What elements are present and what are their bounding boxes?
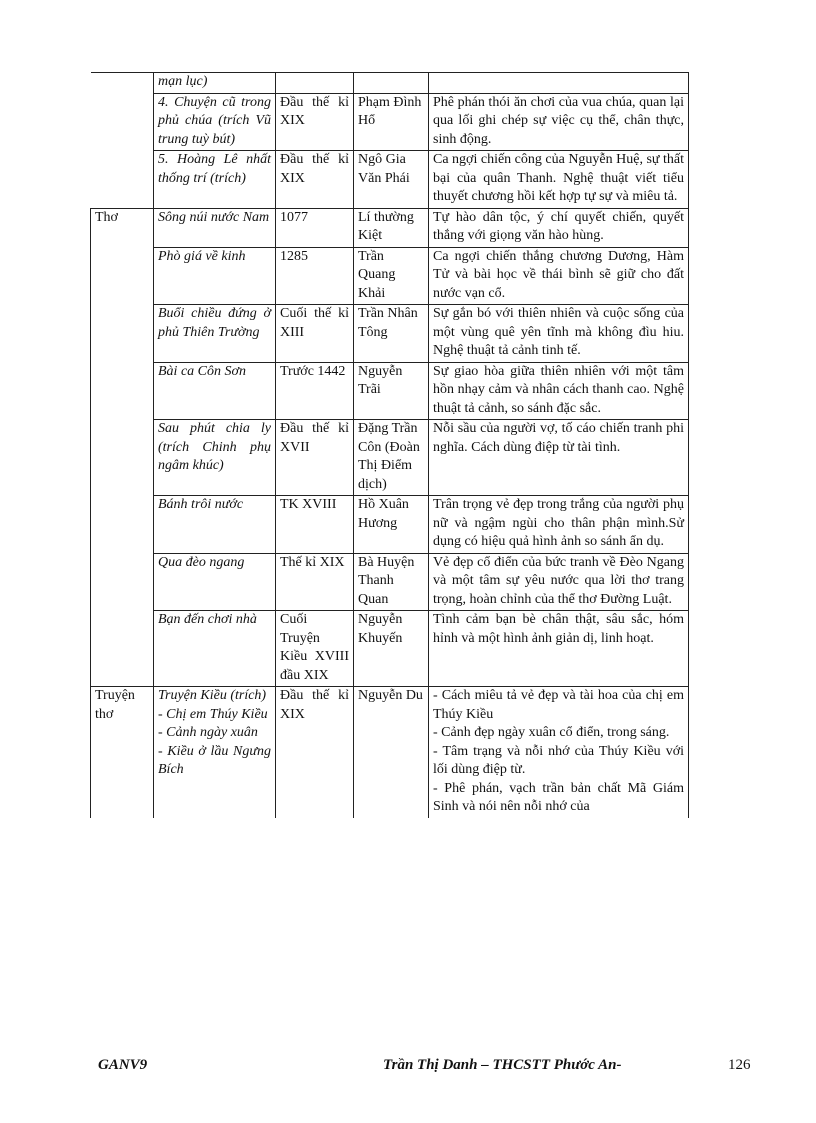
year-cell [276, 496, 354, 554]
table-row [91, 208, 689, 247]
author-line: Phạm Đình Hổ [358, 94, 422, 128]
year-line: Đầu thế kỉ XIX [280, 152, 349, 186]
content-cell [429, 93, 689, 151]
author-cell [354, 151, 429, 209]
year-cell [276, 420, 354, 496]
author-line: Đặng Trần Côn (Đoàn Thị Điểm dịch) [358, 421, 420, 492]
year-cell [276, 687, 354, 818]
work-title-line: - Chị em Thúy Kiều [158, 706, 268, 722]
table-row [91, 247, 689, 305]
content-cell [429, 362, 689, 420]
work-title-line: - Kiều ở lầu Ngưng Bích [158, 743, 271, 777]
content-cell [429, 208, 689, 247]
work-title-cell [154, 420, 276, 496]
table-row [91, 611, 689, 687]
genre-cell [91, 73, 154, 94]
author-cell [354, 553, 429, 611]
content-cell [429, 247, 689, 305]
work-title-cell [154, 73, 276, 94]
content-line: - Cảnh đẹp ngày xuân cổ điển, trong sáng. [433, 725, 670, 740]
year-cell [276, 73, 354, 94]
table-row [91, 305, 689, 363]
content-line: Trân trọng vẻ đẹp trong trắng của người phụ nữ và ngậm ngùi cho thân phận mình.Sử dụng có hiệu quả hình ảnh so sánh ẩn dụ. [433, 497, 684, 549]
table-row [91, 553, 689, 611]
literature-table-body [91, 73, 689, 818]
work-title-line: Truyện Kiều (trích) [158, 688, 267, 703]
year-line: 1077 [280, 209, 308, 225]
year-line: Đầu thế kỉ XIX [280, 688, 349, 722]
year-line: Thế kỉ XIX [280, 554, 345, 570]
work-title-cell [154, 305, 276, 363]
work-title-cell [154, 151, 276, 209]
table-row [91, 93, 689, 151]
year-line: Đầu thế kỉ XVII [280, 421, 349, 455]
work-title-line: Sau phút chia ly (trích Chinh phụ ngâm khúc) [158, 421, 271, 473]
year-line: Cuối Truyện Kiều XVIII đầu XIX [280, 612, 349, 683]
content-line: Ca ngợi chiến thắng chương Dương, Hàm Tử và bài học về thái bình sẽ giữ cho đất nước vạn cổ. [433, 248, 684, 301]
author-line: Hồ Xuân Hương [358, 497, 409, 531]
genre-cell [91, 305, 154, 363]
table-row [91, 496, 689, 554]
work-title-line: Buổi chiều đứng ở phủ Thiên Trường [158, 306, 271, 340]
author-cell [354, 687, 429, 818]
literature-table [90, 72, 689, 818]
genre-cell [91, 247, 154, 305]
footer-left-label: GANV9 [98, 1057, 148, 1073]
author-line: Bà Huyện Thanh Quan [358, 554, 415, 607]
year-cell [276, 553, 354, 611]
work-title-cell [154, 553, 276, 611]
work-title-line: Bài ca Côn Sơn [158, 363, 246, 379]
genre-cell [91, 151, 154, 209]
work-title-line: Qua đèo ngang [158, 554, 245, 570]
genre-cell: Truyện thơ [91, 687, 154, 818]
work-title-line: Bạn đến chơi nhà [158, 612, 257, 627]
work-title-cell [154, 611, 276, 687]
content-line: - Cách miêu tả vẻ đẹp và tài hoa của chị em Thúy Kiều [433, 688, 684, 722]
author-cell [354, 247, 429, 305]
year-line: Đầu thế kỉ XIX [280, 94, 349, 128]
content-cell [429, 73, 689, 94]
page-number: 126 [728, 1057, 751, 1073]
genre-cell [91, 362, 154, 420]
content-line: Tự hào dân tộc, ý chí quyết chiến, quyết thắng với giọng văn hào hùng. [433, 209, 684, 243]
author-cell [354, 362, 429, 420]
author-cell [354, 611, 429, 687]
work-title-cell [154, 93, 276, 151]
genre-cell: Thơ [91, 208, 154, 247]
footer-author: Trần Thị Danh – THCSTT Phước An- [383, 1057, 622, 1073]
content-line: Sự gắn bó với thiên nhiên và cuộc sống của một vùng quê yên tĩnh mà không đìu hiu. Nghệ thuật tả cảnh tinh tế. [433, 306, 684, 358]
content-cell [429, 611, 689, 687]
year-cell [276, 611, 354, 687]
content-line: Phê phán thói ăn chơi của vua chúa, quan lại qua lối ghi chép sự việc cụ thể, chân thực, sinh động. [433, 94, 684, 147]
year-line: Trước 1442 [280, 363, 346, 379]
author-line: Trần Nhân Tông [358, 306, 418, 340]
author-line: Lí thường Kiệt [358, 209, 414, 243]
author-line: Nguyễn Trãi [358, 363, 403, 397]
work-title-line: mạn lục) [158, 74, 208, 89]
work-title-line: - Cảnh ngày xuân [158, 725, 258, 740]
content-cell [429, 420, 689, 496]
author-cell [354, 73, 429, 94]
author-cell [354, 496, 429, 554]
content-line: Ca ngợi chiến công của Nguyễn Huệ, sự thất bại của quân Thanh. Nghệ thuật viết tiểu thuyết chương hồi kết hợp tự sự và miêu tả. [433, 152, 684, 204]
genre-cell [91, 553, 154, 611]
year-cell [276, 362, 354, 420]
year-line: TK XVIII [280, 497, 337, 512]
genre-cell [91, 611, 154, 687]
content-cell [429, 305, 689, 363]
work-title-line: 5. Hoàng Lê nhất thống trí (trích) [158, 152, 271, 186]
content-cell [429, 687, 689, 818]
author-line: Ngô Gia Văn Phái [358, 152, 410, 186]
author-cell [354, 305, 429, 363]
year-cell [276, 93, 354, 151]
author-cell [354, 93, 429, 151]
work-title-cell [154, 362, 276, 420]
table-row [91, 687, 689, 818]
content-line: Sự giao hòa giữa thiên nhiên với một tâm hồn nhạy cảm và nhân cách thanh cao. Nghệ thuật tả cảnh, so sánh đặc sắc. [433, 363, 684, 416]
content-cell [429, 151, 689, 209]
author-line: Trần Quang Khải [358, 248, 396, 301]
author-line: Nguyễn Du [358, 688, 423, 703]
content-line: Vẻ đẹp cổ điển của bức tranh về Đèo Ngang và một tâm sự yêu nước qua lời thơ trang trọng, hoàn chỉnh của thể thơ Đường Luật. [433, 554, 684, 607]
work-title-line: Phò giá về kinh [158, 248, 246, 264]
year-cell [276, 151, 354, 209]
content-cell [429, 553, 689, 611]
year-line: Cuối thế kỉ XIII [280, 306, 349, 340]
work-title-line: Sông núi nước Nam [158, 209, 270, 225]
genre-cell [91, 420, 154, 496]
table-row [91, 73, 689, 94]
author-line: Nguyễn Khuyến [358, 612, 403, 646]
year-line: 1285 [280, 248, 308, 264]
genre-cell [91, 93, 154, 151]
work-title-line: Bánh trôi nước [158, 497, 244, 512]
table-row [91, 420, 689, 496]
work-title-cell [154, 496, 276, 554]
author-cell [354, 420, 429, 496]
author-cell [354, 208, 429, 247]
work-title-cell [154, 208, 276, 247]
content-line: - Tâm trạng và nỗi nhớ của Thúy Kiều với lối dùng điệp từ. [433, 743, 684, 777]
table-row [91, 151, 689, 209]
genre-cell [91, 496, 154, 554]
content-line: - Phê phán, vạch trần bản chất Mã Giám Sinh và nói nên nỗi nhớ của [433, 780, 684, 814]
work-title-cell [154, 687, 276, 818]
work-title-line: 4. Chuyện cũ trong phủ chúa (trích Vũ trung tuỳ bút) [158, 94, 271, 147]
year-cell [276, 247, 354, 305]
content-cell [429, 496, 689, 554]
content-line: Tình cảm bạn bè chân thật, sâu sắc, hóm hỉnh và một hình ảnh giản dị, linh hoạt. [433, 612, 684, 646]
year-cell [276, 305, 354, 363]
content-line: Nỗi sầu của người vợ, tố cáo chiến tranh phi nghĩa. Cách dùng điệp từ tài tình. [433, 421, 684, 455]
year-cell [276, 208, 354, 247]
work-title-cell [154, 247, 276, 305]
table-row [91, 362, 689, 420]
